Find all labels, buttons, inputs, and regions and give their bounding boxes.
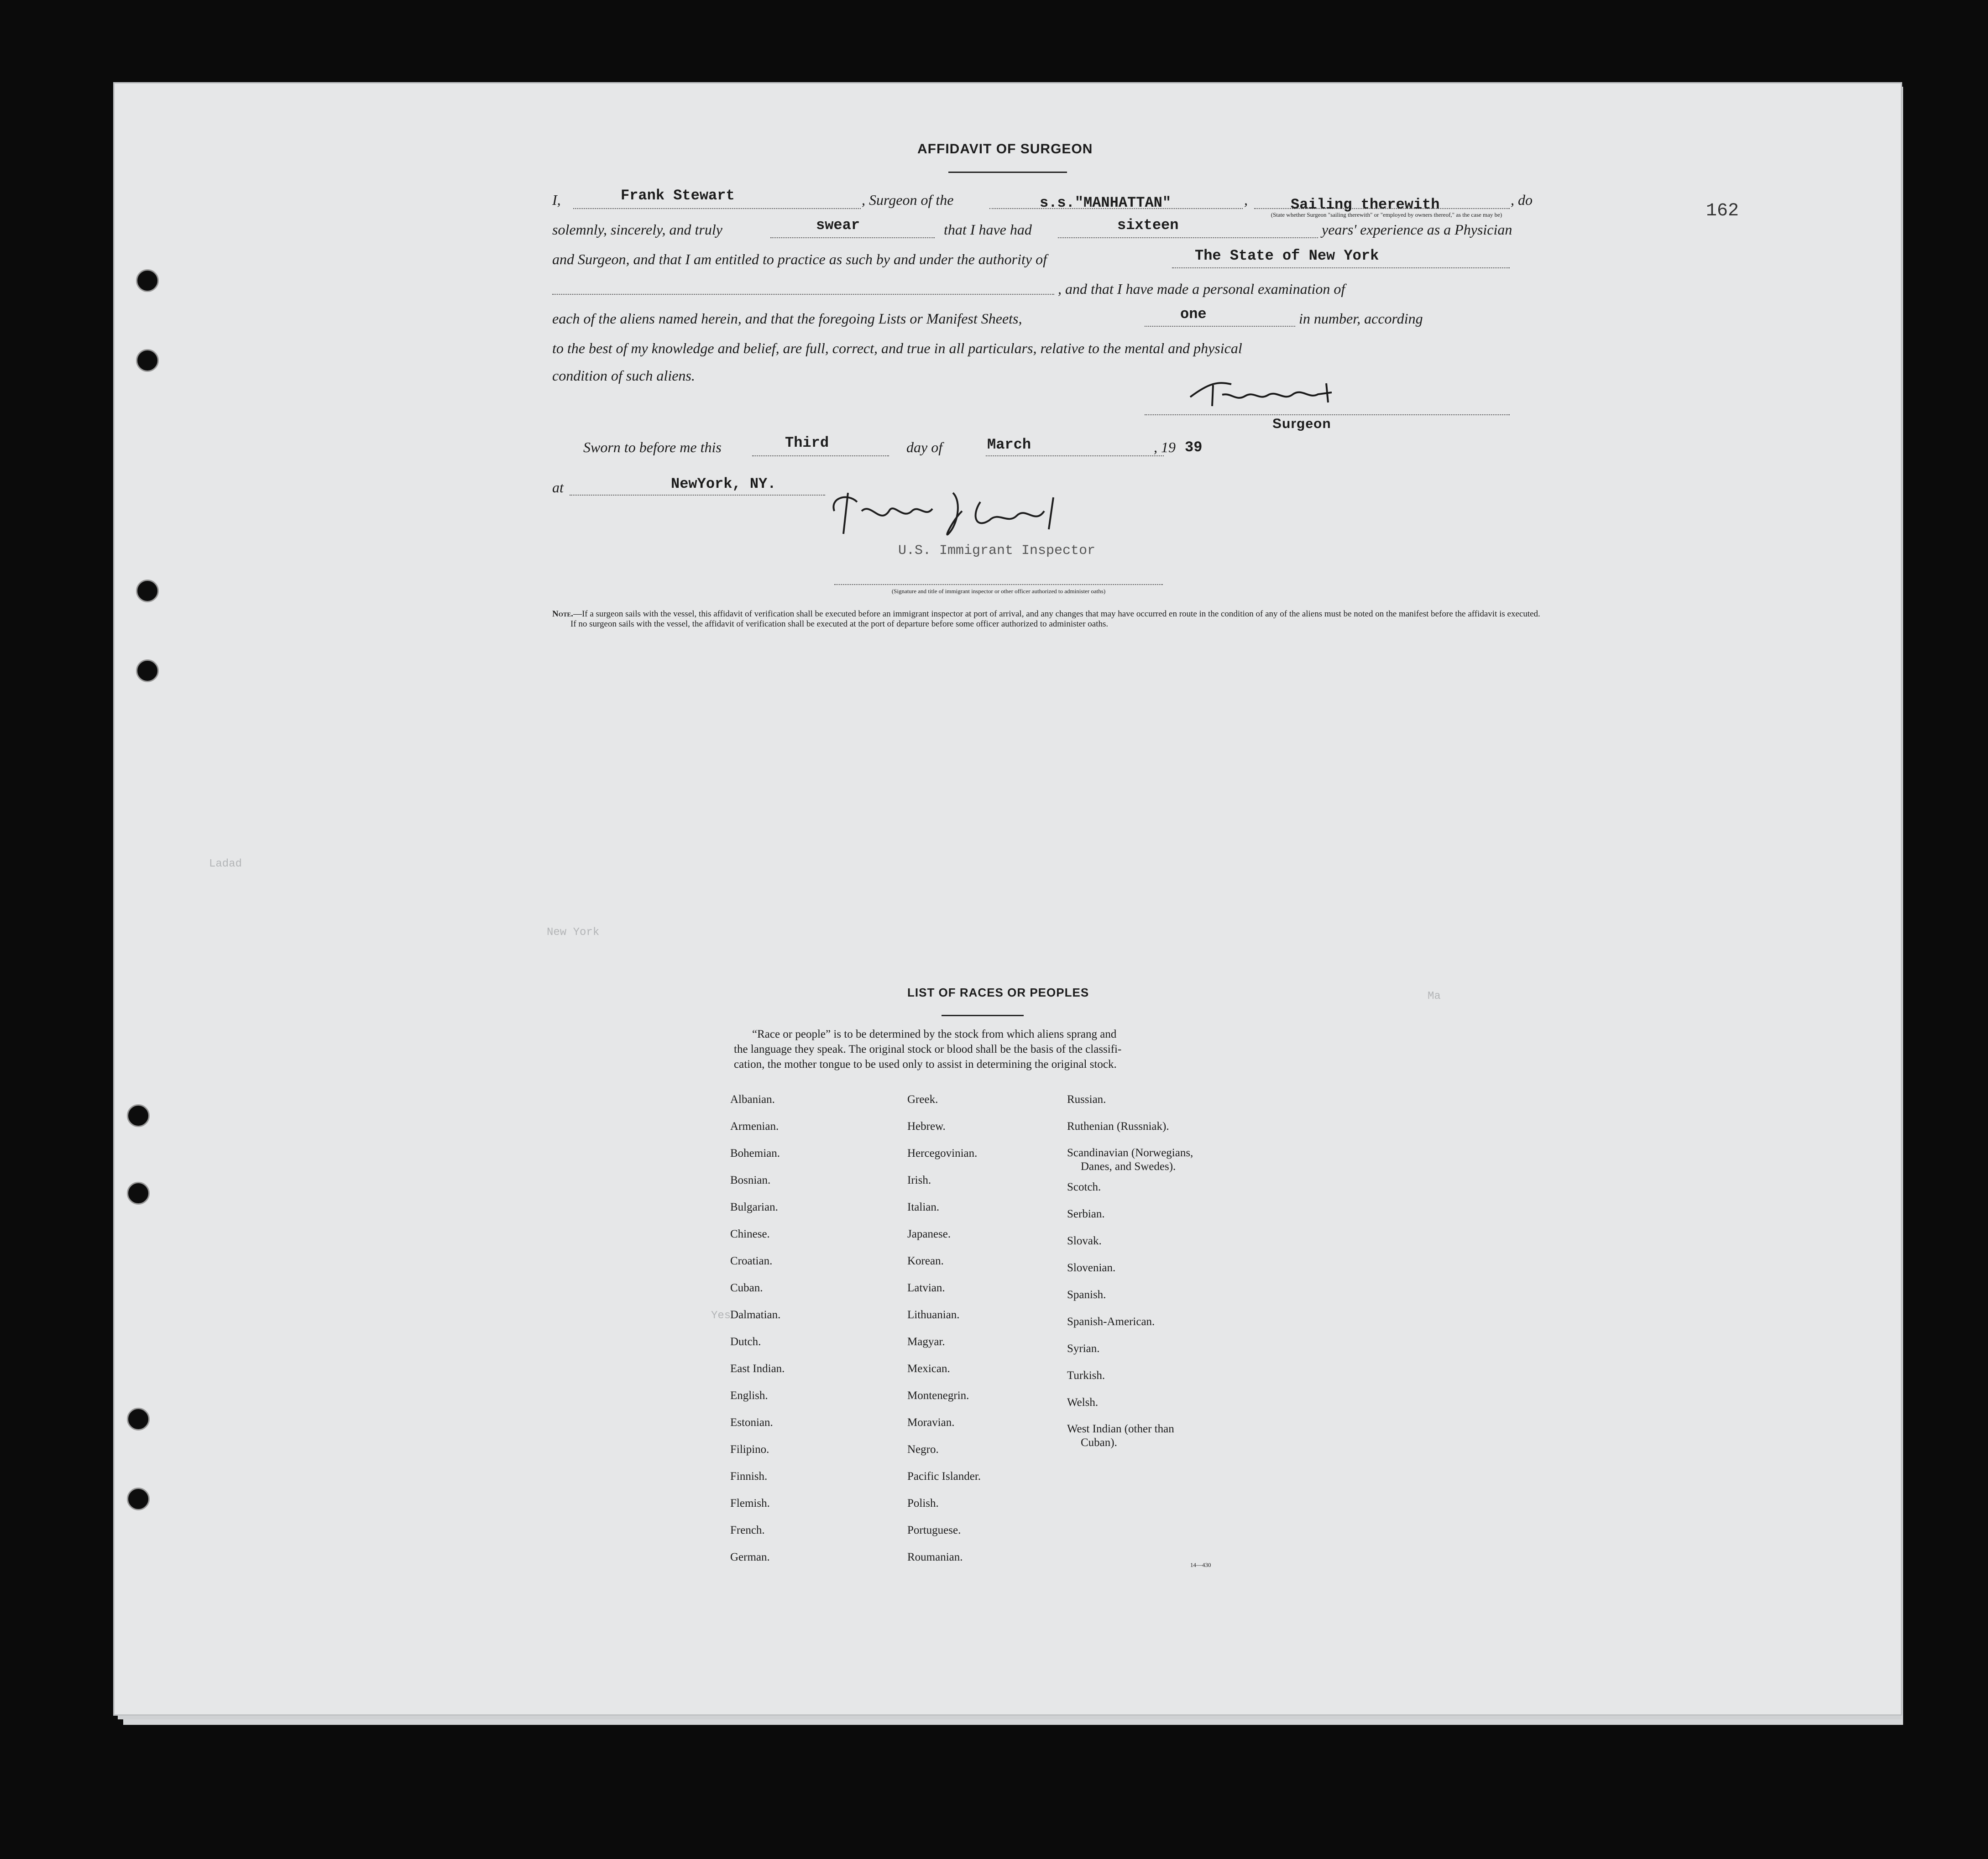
race-item: Moravian. [907, 1416, 955, 1429]
race-item: Portuguese. [907, 1524, 961, 1536]
race-item: Mexican. [907, 1363, 950, 1375]
affidavit-document-page [113, 82, 1902, 1716]
fill-line [573, 208, 861, 209]
race-item: Cuban. [730, 1282, 763, 1294]
sworn-year: 39 [1185, 439, 1203, 456]
bleed-through-text: Ma [1428, 990, 1441, 1003]
inspector-signature [816, 484, 1099, 543]
race-item: Korean. [907, 1255, 944, 1267]
affidavit-note [552, 609, 1556, 629]
race-item: Roumanian. [907, 1551, 963, 1563]
note-text: —If a surgeon sails with the vessel, this affidavit of verification shall be executed before an immigrant inspector at port of arrival, and any changes that may have occurred en route in the condition of any of the aliens must be noted on the manifest before the affidavit is executed. [573, 609, 1540, 619]
binder-hole [127, 1408, 150, 1431]
fill-line [752, 455, 889, 456]
inspector-title: U.S. Immigrant Inspector [898, 543, 1096, 559]
affidavit-text: each of the aliens named herein, and that the foregoing Lists or Manifest Sheets, [552, 310, 1022, 327]
years-experience: sixteen [1117, 217, 1179, 234]
binder-hole [136, 349, 159, 372]
inspector-caption: (Signature and title of immigrant inspector or other officer authorized to administer oaths) [891, 588, 1106, 595]
race-item: English. [730, 1389, 768, 1402]
sworn-day: Third [785, 434, 829, 451]
race-item: Hebrew. [907, 1120, 946, 1133]
at-label: at [552, 479, 564, 496]
signature-line [1145, 414, 1510, 415]
race-item: Scotch. [1067, 1181, 1101, 1193]
race-item: Slovak. [1067, 1235, 1102, 1247]
binder-hole [127, 1182, 150, 1205]
race-item: Hercegovinian. [907, 1147, 978, 1159]
races-intro [734, 1027, 1327, 1072]
surgeon-name: Frank Stewart [621, 187, 735, 204]
inspector-signature-line [834, 584, 1163, 585]
race-item: Scandinavian (Norwegians, [1067, 1147, 1193, 1159]
race-item: Latvian. [907, 1282, 945, 1294]
race-item: Greek. [907, 1093, 938, 1106]
fill-line [1058, 237, 1318, 238]
note-text-2: If no surgeon sails with the vessel, the affidavit of verification shall be executed at the port of departure before some officer authorized to administer oaths. [570, 619, 1109, 629]
sworn-text: day of [906, 439, 943, 455]
page-number: 162 [1706, 201, 1739, 221]
race-item: Lithuanian. [907, 1309, 960, 1321]
fill-line [986, 455, 1164, 456]
race-item: Serbian. [1067, 1208, 1105, 1220]
race-item: Estonian. [730, 1416, 773, 1429]
affidavit-text: condition of such aliens. [552, 367, 695, 384]
race-item: Finnish. [730, 1470, 768, 1483]
authority: The State of New York [1195, 247, 1379, 264]
race-item: Slovenian. [1067, 1262, 1116, 1274]
affidavit-text: years' experience as a Physician [1322, 221, 1512, 238]
race-item: Danes, and Swedes). [1081, 1160, 1176, 1173]
races-intro-line: the language they speak. The original stock or blood shall be the basis of the classifi- [734, 1043, 1122, 1055]
race-item: Magyar. [907, 1336, 945, 1348]
surgeon-signature [1181, 374, 1382, 411]
affidavit-text: and Surgeon, and that I am entitled to practice as such by and under the authority of [552, 251, 1047, 267]
race-item: Turkish. [1067, 1369, 1105, 1382]
binder-hole [136, 269, 159, 292]
fill-line [770, 237, 935, 238]
race-item: Armenian. [730, 1120, 779, 1133]
fill-line [1172, 267, 1510, 268]
fill-line [1145, 326, 1295, 327]
note-label: Note. [552, 609, 573, 619]
race-item: Spanish-American. [1067, 1316, 1155, 1328]
race-item: Irish. [907, 1174, 931, 1186]
race-item: Bohemian. [730, 1147, 780, 1159]
vessel-name: s.s."MANHATTAN" [1040, 194, 1172, 211]
affidavit-title: AFFIDAVIT OF SURGEON [917, 141, 1093, 157]
races-column-1 [730, 1086, 785, 1571]
bleed-through-text: Ladad [209, 858, 242, 870]
race-item: Welsh. [1067, 1396, 1099, 1409]
race-item: Bulgarian. [730, 1201, 778, 1213]
race-item: Montenegrin. [907, 1389, 969, 1402]
sworn-text: Sworn to before me this [583, 439, 722, 455]
race-item: West Indian (other than [1067, 1423, 1174, 1435]
oath-type: swear [816, 217, 860, 234]
affidavit-text: I, [552, 192, 561, 208]
race-item: Negro. [907, 1443, 939, 1456]
affidavit-text: , and that I have made a personal examination of [1058, 281, 1345, 297]
binder-hole [127, 1104, 150, 1127]
race-item: Dalmatian. [730, 1309, 781, 1321]
sworn-text: , 19 [1154, 439, 1176, 455]
bleed-through-text: New York [547, 926, 600, 939]
race-item: Russian. [1067, 1093, 1106, 1106]
races-title-rule [942, 1015, 1024, 1016]
sworn-month: March [987, 436, 1031, 453]
affidavit-text: in number, according [1299, 310, 1423, 327]
bleed-through-text: Yes [711, 1310, 731, 1322]
race-item: Polish. [907, 1497, 939, 1509]
affidavit-text: , do [1511, 192, 1533, 208]
race-item: Spanish. [1067, 1289, 1106, 1301]
surgeon-label: Surgeon [1272, 416, 1331, 431]
race-item: French. [730, 1524, 765, 1536]
binder-hole [127, 1488, 150, 1510]
race-item: Croatian. [730, 1255, 773, 1267]
affidavit-text: , Surgeon of the [862, 192, 954, 208]
races-intro-line: “Race or people” is to be determined by the stock from which aliens sprang and [752, 1028, 1117, 1040]
race-item: Japanese. [907, 1228, 951, 1240]
binder-hole [136, 659, 159, 682]
manifest-sheets: one [1180, 306, 1207, 323]
race-item: Pacific Islander. [907, 1470, 981, 1483]
title-rule [948, 172, 1067, 173]
race-item: Filipino. [730, 1443, 769, 1456]
race-item: Chinese. [730, 1228, 770, 1240]
race-item: Syrian. [1067, 1342, 1100, 1355]
races-column-2 [907, 1086, 981, 1571]
affidavit-text: that I have had [944, 221, 1032, 238]
race-item: Ruthenian (Russniak). [1067, 1120, 1169, 1133]
race-item: Albanian. [730, 1093, 775, 1106]
affidavit-text: solemnly, sincerely, and truly [552, 221, 722, 238]
race-item: German. [730, 1551, 770, 1563]
race-item: Flemish. [730, 1497, 770, 1509]
fill-line [570, 495, 825, 496]
races-intro-line: cation, the mother tongue to be used only to assist in determining the original stock. [734, 1058, 1117, 1070]
form-number: 14—430 [1190, 1561, 1211, 1568]
races-title: LIST OF RACES OR PEOPLES [907, 986, 1089, 999]
race-item: Bosnian. [730, 1174, 771, 1186]
place: NewYork, NY. [671, 475, 776, 492]
affidavit-text: , [1244, 192, 1248, 208]
race-item: Dutch. [730, 1336, 761, 1348]
affidavit-text: to the best of my knowledge and belief, are full, correct, and true in all particulars, relative to the mental and physical [552, 340, 1242, 356]
sailing-note: (State whether Surgeon "sailing therewith" or "employed by owners thereof," as the case may be) [1271, 211, 1502, 218]
race-item: Cuban). [1081, 1436, 1117, 1449]
fill-line [552, 294, 1054, 295]
sailing-status: Sailing therewith [1291, 196, 1440, 213]
race-item: Italian. [907, 1201, 940, 1213]
race-item: East Indian. [730, 1363, 785, 1375]
races-column-3 [1067, 1086, 1193, 1450]
binder-hole [136, 580, 159, 602]
